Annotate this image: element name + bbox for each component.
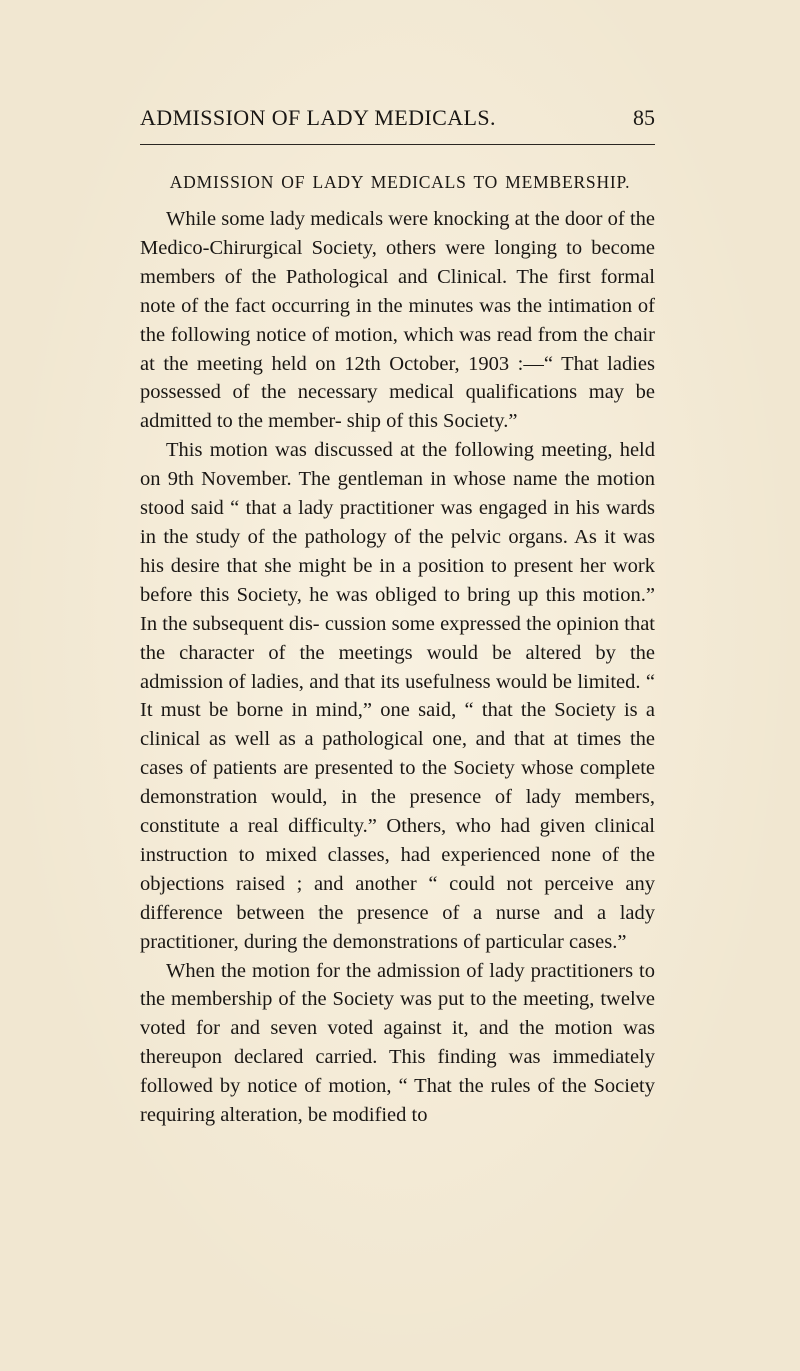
body-text bbox=[140, 205, 655, 1130]
section-title: ADMISSION OF LADY MEDICALS TO MEMBERSHIP. bbox=[169, 172, 631, 192]
header-rule bbox=[140, 144, 655, 145]
paragraph: While some lady medicals were knocking at the door of the Medico-Chirurgical Society, others were longing to become members of the Pathological and Clinical. The first formal note of the fact occurring in the minutes was the intimation of the following notice of motion, which was read from the chair at the meeting held on 12th October, 1903 :—“ That ladies possessed of the necessary medical qualifications may be admitted to the member- ship of this Society.” bbox=[140, 208, 655, 433]
running-head bbox=[140, 105, 655, 135]
running-title: ADMISSION OF LADY MEDICALS. bbox=[140, 105, 496, 130]
paragraph: When the motion for the admission of lady practitioners to the membership of the Society was put to the meeting, twelve voted for and seven voted against it, and the motion was thereupon declared carried. This finding was immediately followed by notice of motion, “ That the rules of the Society requiring alteration, be modified to bbox=[140, 959, 655, 1127]
page-number: 85 bbox=[633, 105, 655, 130]
paragraph: This motion was discussed at the following meeting, held on 9th November. The gentleman in whose name the motion stood said “ that a lady practitioner was engaged in his wards in the study of the pathology of the pelvic organs. As it was his desire that she might be in a position to present her work before this Society, he was obliged to bring up this motion.” In the subsequent dis- cussion some expressed the opinion that the character of the meetings would be altered by the admission of ladies, and that its usefulness would be limited. “ It must be borne in mind,” one said, “ that the Society is a clinical as well as a pathological one, and that at times the cases of patients are presented to the Society whose complete demonstration would, in the presence of lady members, constitute a real difficulty.” Others, who had given clinical instruction to mixed classes, had experienced none of the objections raised ; and another “ could not perceive any difference between the presence of a nurse and a lady practitioner, during the demonstrations of particular cases.” bbox=[140, 439, 655, 953]
